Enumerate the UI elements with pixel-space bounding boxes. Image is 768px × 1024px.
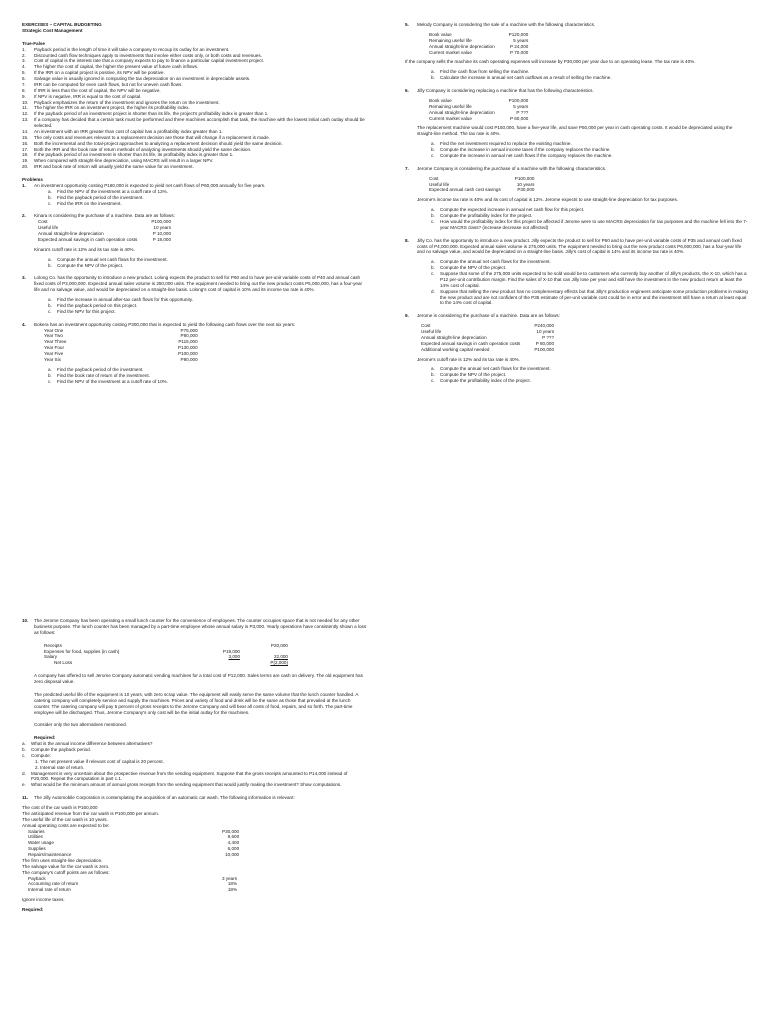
sub-text: What is the annual income difference between alternatives? — [31, 741, 153, 747]
sub-text: What would be the minimum amount of annual gross receipts from the vending equipment that would justify making the investment? Show computations. — [31, 782, 342, 788]
tf-number: 20. — [22, 164, 29, 170]
row-label: Expected annual cash cost savings — [429, 187, 501, 193]
row-label: Additional working capital needed — [421, 346, 490, 352]
tf-statement: If the IRR on a capital project is positive, its NPV will be positive. — [34, 70, 165, 76]
sub-text: Compute the profitability index for the project. — [440, 213, 533, 218]
problems-heading: Problems — [22, 177, 43, 182]
sub-text: 2. Internal rate of return. — [35, 764, 85, 770]
sub-text: Compute the payback period. — [31, 747, 92, 752]
row-label: Repairs/maintenance — [28, 852, 72, 857]
tf-statement: Cost of capital is the interest rate that a company expects to pay to finance a particular capital investment project. — [34, 58, 265, 64]
sub-text: Management is very uncertain about the prospective revenue from the vending equipment. Suppose that the gross receipts amounted to P14,000 instead of P20,000. Repeat the computation in part c.1. — [31, 770, 348, 782]
tf-list — [22, 47, 367, 170]
tf-statement: If IRR is less than the cost of capital, the NPV will be negative. — [34, 87, 161, 93]
sub-text: Find the book rate of return of the investment. — [57, 372, 150, 378]
tf-heading: True-False — [22, 40, 45, 46]
sub-text: Compute the expected increase in annual net cash flow for this project. — [440, 207, 585, 213]
sub-letter: a. — [22, 741, 26, 747]
sub-text: Compute the NPV of the project. — [440, 372, 507, 378]
row-value: P ??? — [516, 109, 529, 115]
problem-1 — [22, 183, 367, 207]
problem-6 — [405, 88, 750, 159]
row-value: 9,600 — [227, 834, 240, 840]
tf-statement: If the payback period of an investment project is shorter than its life, the project's profitability index is greater than 1. — [34, 111, 269, 117]
row-value: P 60,000 — [510, 115, 529, 121]
row-label: Year Two — [44, 333, 63, 339]
row-value: 5 years — [513, 37, 529, 43]
data-table — [429, 176, 534, 194]
paragraph: Consider only the two alternatives mentioned. — [34, 722, 127, 728]
row-value: P 10,000 — [152, 231, 172, 236]
sub-text: Suppose that selling the new product has no complementary effects but that Jilly's production engineers anticipate some production problems in making the new product and are not confident of the P35 estimate of per-unit variable cost could be in error and the investment still have a return at least equal to the 14% cost of capital. — [440, 288, 748, 306]
row-value: P240,000 — [534, 323, 555, 329]
tf-statement: Both the incremental and the total-project approaches to analyzing a replacement decision should yield the same decision. — [34, 140, 283, 146]
row-value: P 70,000 — [510, 49, 529, 55]
row-value: P120,000 — [508, 31, 529, 37]
tf-number: 9. — [22, 93, 26, 99]
sub-letter: c. — [48, 308, 52, 314]
info-line: Annual operating costs are expected to be: — [22, 822, 110, 828]
tf-number: 19. — [22, 158, 29, 164]
row-label: Year Three — [44, 339, 67, 345]
problem-text: Jilly Company is considering replacing a machine that has the following characteristics. — [417, 88, 594, 93]
sub-letter: b. — [431, 265, 435, 271]
tf-number: 12. — [22, 111, 29, 117]
tf-statement: Payback emphasizes the return of the investment and ignores the return on the investment. — [34, 99, 220, 105]
sub-text: Find the increase in annual after-tax cash flows for this opportunity. — [57, 297, 194, 302]
tf-number: 7. — [22, 81, 26, 87]
tf-number: 10. — [22, 99, 29, 105]
row-value: 5 years — [513, 103, 529, 109]
salary-total: 22,000 — [273, 654, 288, 660]
sub-text: Suppose that some of the 275,000 units expected to be sold would be to customers who currently buy another of Jilly's products, the X-10, which has a P12 per-unit contribution margin. Find the sales of X-10 that can Jilly lose per year and still have the investment in the new product return at least the 14% cost of capital. — [440, 271, 747, 288]
tf-statement: The higher the IRR on an investment project, the higher its profitability index. — [34, 105, 190, 111]
info-line: The salvage value for the car wash is zero. — [22, 863, 110, 869]
row-label: Useful life — [421, 329, 442, 334]
problem-number: 8. — [405, 237, 409, 243]
cash-flow-table — [44, 328, 198, 363]
sub-letter: b. — [431, 372, 435, 378]
row-value: P100,000 — [508, 97, 529, 103]
info-line: The company's cutoff points are as follows: — [22, 869, 110, 875]
sub-letter: a. — [431, 69, 435, 75]
problem-text: Jerome Company is considering the purchase of a machine with the following characteristics. — [417, 165, 607, 171]
problem-number: 10. — [22, 618, 29, 623]
required-heading: Required: — [22, 907, 44, 912]
row-label: Payback — [28, 875, 46, 881]
problem-5 — [405, 22, 750, 81]
sub-letter: d. — [22, 770, 26, 776]
row-label: Supplies — [28, 846, 46, 852]
sub-letter: a. — [48, 366, 52, 372]
sub-text: Find the payback period on this project. — [57, 302, 138, 308]
sub-text: Compute: — [31, 752, 51, 758]
info-line: The anticipated revenue from the car wash is P100,000 per annum. — [22, 810, 160, 816]
expenses-label: Expenses for food, supplies (in cash) — [44, 648, 120, 654]
sub-letter: b. — [431, 213, 435, 218]
row-value: P130,000 — [178, 345, 198, 351]
sub-letter: b. — [431, 147, 435, 152]
row-value: 6,000 — [227, 846, 240, 852]
row-value: 18% — [227, 887, 238, 893]
paragraph: The predicted useful life of the equipment is 10 years, with zero scrap value. The equipment will easily serve the same volume that the lunch counter handled. A catering company will completely service and supply the machines. Prices and variety of food and drink will be the same as those that prevailed at the lunch counter. The catering company will pay 5 percent of gross receipts to the Jerome Company and will bear all costs of food, repairs, and so forth. The part-time employee will be discharged. Thus, Jerome Company's only cost will be the initial outlay for the machines. — [34, 691, 359, 715]
row-value: P 18,000 — [152, 236, 172, 242]
receipts-value: P20,000 — [270, 642, 288, 648]
salary-label: Salary — [44, 654, 58, 660]
row-label: Salaries — [28, 828, 45, 834]
problem-text: The Jilly Automobile Corporation is contemplating the acquisition of an automatic car wash. The following information is relevant: — [34, 795, 295, 801]
row-value: P100,000 — [178, 351, 198, 356]
sub-text: Find the NPV for this project. — [57, 308, 116, 314]
tf-number: 8. — [22, 87, 26, 93]
row-label: Current market value — [429, 115, 472, 121]
sub-text: Find the cash flow from selling the machine. — [440, 69, 530, 75]
row-label: Year Five — [44, 351, 64, 356]
problem-note: The replacement machine would cost P150,000, have a five-year life, and save P50,000 per year in cash operating costs. It would be depreciated using the straight-line method. The tax rate is 40%. — [417, 125, 733, 137]
sub-text: Compute the profitability index of the project. — [440, 378, 531, 384]
row-label: Annual straight-line depreciation — [38, 231, 104, 236]
sub-letter: c. — [431, 271, 435, 276]
tf-number: 6. — [22, 76, 26, 81]
expenses-value: P19,000 — [222, 648, 240, 654]
doc-subtitle: Strategic Cost Management — [22, 27, 83, 33]
row-value: P75,000 — [180, 327, 198, 333]
problem-text: Jilly Co. has the opportunity to introduce a new product. Jilly expects the product to sell for P60 and to have per-unit variable costs of P35 and annual cash fixed costs of P4,000,000. Expected annual sales volume is 275,000 units. The equipment needed to bring out the new product costs P6,000,000, has a four-year life and no salvage value, and would be depreciated on a straight-line basis. Jilly's cost of capital is 14% and its income tax rate is 40%. — [417, 237, 742, 255]
sub-text: How would the profitability index for this project be affected if Jerome were to use MACRS depreciation for tax purposes and the machine fell into the 7-year MACRS class? (increase decrease not affected) — [440, 218, 748, 230]
problem-note: Kinara's cutoff rate is 12% and its tax rate is 40%. — [34, 246, 135, 252]
problem-text: Lolong Co. has the opportunity to introduce a new product. Lolong expects the product to sell for P60 and to have per-unit variable costs of P40 and annual cash fixed costs of P3,000,000. Expected annual sales volume is 250,000 units. The equipment needed to bring out the new product costs P5,000,000, has a four-year life and no salvage value, and would be depreciated on a straight-line basis. Lolong's cost of capital is 10% and its income tax rate is 40%. — [34, 275, 363, 293]
problem-text: An investment opportunity costing P180,000 is expected to yield net cash flows of P60,000 annually for five years. — [34, 182, 266, 188]
receipts-label: Receipts — [44, 642, 62, 648]
sub-text: Find the payback period of the investment. — [57, 194, 144, 200]
tf-item — [22, 164, 367, 170]
sub-letter: a. — [431, 141, 435, 147]
row-label: Utilities — [28, 834, 43, 840]
tf-item — [22, 117, 367, 129]
sub-letter: b. — [48, 262, 52, 268]
tf-statement: An investment with an IRR greater than cost of capital has a profitability index greater than 1. — [34, 128, 223, 134]
problem-text: The Jerome Company has been operating a small lunch counter for the convenience of employees. The counter occupies space that is not needed for any other business purpose. The lunch counter has been managed by a part-time employee whose annual salary is P3,000. Yearly operations have consistently shown a loss as follows: — [34, 618, 367, 635]
row-value: 10 years — [536, 329, 555, 334]
row-value: 3 years — [222, 875, 238, 881]
row-label: Book value — [429, 31, 452, 37]
data-table — [429, 32, 528, 56]
row-value: P90,000 — [180, 333, 198, 339]
tf-number: 1. — [22, 46, 26, 52]
sub-text: Find the NPV of the investment at a cutoff rate of 12%. — [57, 188, 168, 194]
tf-number: 14. — [22, 128, 29, 134]
row-value: 18% — [227, 881, 238, 887]
tf-statement: IRR and book rate of return will usually yield the same value for an investment. — [34, 164, 194, 170]
row-label: Expected annual savings in cash operation costs — [421, 340, 521, 346]
sub-letter: b. — [48, 302, 52, 308]
sub-text: Compute the annual net cash flows for the investment. — [440, 259, 551, 265]
sub-text: Compute the annual net cash flows for the investment. — [57, 256, 168, 262]
sub-letter: c. — [48, 378, 52, 384]
sub-text: Find the NPV of the investment at a cutoff rate of 10%. — [57, 378, 168, 384]
info-line: The firm uses straight-line depreciation. — [22, 857, 103, 863]
problem-9 — [405, 313, 750, 384]
row-label: Annual straight-line depreciation — [429, 43, 495, 49]
row-value: P ??? — [542, 334, 555, 340]
row-label: Remaining useful life — [429, 37, 472, 43]
problem-text: Melody Company is considering the sale of a machine with the following characteristics. — [417, 22, 596, 27]
row-label: Year Four — [44, 345, 65, 351]
row-value: P100,000 — [534, 346, 555, 352]
sub-letter: c. — [431, 218, 435, 224]
sub-letter: a. — [431, 366, 435, 372]
row-value: P 80,000 — [535, 340, 555, 346]
row-label: Book value — [429, 97, 452, 103]
row-label: Cost — [429, 175, 439, 181]
problem-8 — [405, 238, 750, 307]
info-line: The useful life of the car wash is 10 years. — [22, 816, 108, 822]
sub-letter: c. — [22, 752, 26, 758]
right-column — [405, 22, 750, 384]
problem-number: 9. — [405, 313, 409, 319]
tf-statement: If a company has decided that a certain task must be performed and three machines accomplish that task, the machine with the lowest initial cash outlay should be selected. — [34, 117, 365, 128]
row-value: 4,400 — [227, 840, 240, 846]
cutoff-table — [28, 876, 237, 894]
sub-text: Find the net investment required to replace the existing machine. — [440, 141, 572, 147]
sub-letter: b. — [48, 372, 52, 378]
ignore-taxes-note: Ignore income taxes. — [22, 897, 65, 903]
tf-number: 17. — [22, 146, 29, 152]
problem-4 — [22, 322, 367, 385]
sub-letter: a. — [431, 259, 435, 265]
row-label: Cost — [421, 323, 431, 329]
row-label: Cost — [38, 219, 48, 225]
problem-number: 5. — [405, 22, 409, 27]
tf-statement: When compared with straight-line depreciation, using MACRS will result in a larger NPV. — [34, 158, 214, 164]
left-column — [22, 22, 367, 384]
row-label: Year Six — [44, 356, 61, 362]
problem-note: Jerome's income tax rate is 40% and its cost of capital is 12%. Jerome expects to use straight-line depreciation for tax purposes. — [417, 197, 679, 203]
problem-10 — [22, 618, 367, 788]
row-value: 10 years — [153, 225, 172, 231]
sub-letter: e. — [22, 782, 26, 788]
problem-note: Jerome's cutoff rate is 12% and its tax rate is 40%. — [417, 356, 520, 362]
sub-letter: c. — [48, 200, 52, 206]
sub-letter: c. — [431, 152, 435, 158]
tf-number: 2. — [22, 52, 26, 58]
problem-number: 1. — [22, 182, 26, 188]
row-label: Annual straight-line depreciation — [421, 334, 487, 340]
problem-text: Bokera has an investment opportunity costing P300,000 that is expected to yield the following cash flows over the next six years: — [34, 321, 296, 327]
tf-statement: The higher the cost of capital, the higher the present value of future cash inflows. — [34, 64, 199, 70]
problem-11 — [22, 795, 367, 913]
tf-statement: If the payback period of an investment is shorter than its life, its profitability index is greater than 1. — [34, 152, 234, 158]
tf-statement: IRR can be computed for even cash flows, but not for uneven cash flows. — [34, 81, 183, 87]
row-value: 10,000 — [225, 852, 240, 857]
problem-note: If the company sells the machine its cash operating expenses will increase by P30,000 per year due to an operating lease. The tax rate is 40%. — [405, 59, 696, 65]
sub-text: Compute the increase in annual income taxes if the company replaces the machine. — [440, 147, 611, 152]
problem-number: 7. — [405, 165, 409, 171]
data-table — [421, 323, 554, 352]
salary-value: 3,000 — [228, 654, 240, 660]
info-line: The cost of the car wash is P160,000 — [22, 805, 98, 810]
problem-number: 6. — [405, 88, 409, 93]
row-label: Year One — [44, 327, 64, 333]
sub-letter: a. — [431, 207, 435, 213]
row-label: Current market value — [429, 49, 472, 55]
sub-letter: a. — [48, 188, 52, 194]
paragraph: A company has offered to sell Jerome Company automatic vending machines for a total cost of P12,000. Sales terms are cash on delivery. The old equipment has zero disposal value. — [34, 673, 363, 684]
sub-letter: c. — [431, 378, 435, 384]
row-label: Annual straight-line depreciation — [429, 109, 495, 115]
data-table — [429, 98, 528, 122]
required-heading: Required: — [34, 735, 56, 741]
tf-number: 5. — [22, 70, 26, 76]
tf-number: 3. — [22, 58, 26, 64]
sub-text: Compute the NPV of the project. — [57, 262, 124, 268]
sub-letter: d. — [431, 288, 435, 294]
row-value: P30,000 — [517, 187, 535, 193]
problem-3 — [22, 275, 367, 314]
row-value: 10 years — [516, 181, 535, 187]
sub-text: Compute the annual net cash flows for the investment. — [440, 366, 551, 372]
row-value: P115,000 — [178, 339, 198, 345]
problem-number: 2. — [22, 213, 26, 219]
row-value: P30,000 — [222, 828, 240, 834]
tf-statement: If NPV is negative, IRR is equal to the cost of capital. — [34, 93, 142, 99]
net-loss-value: P(2,000) — [270, 660, 288, 666]
tf-number: 15. — [22, 134, 29, 140]
tf-statement: Both the IRR and the book rate of return methods of analyzing investments should yield the same decision. — [34, 146, 252, 152]
bottom-section — [22, 618, 367, 913]
sub-letter: a. — [48, 297, 52, 302]
problem-number: 4. — [22, 321, 26, 327]
problem-number: 3. — [22, 275, 26, 281]
problem-text: Jerome is considering the purchase of a machine. Data are as follows: — [417, 313, 560, 319]
row-label: Accounting rate of return — [28, 881, 79, 887]
problem-text: Kinara is considering the purchase of a machine. Data are as follows: — [34, 213, 175, 219]
tf-number: 4. — [22, 64, 26, 70]
row-label: Remaining useful life — [429, 103, 472, 109]
row-value: P100,000 — [514, 175, 535, 181]
sub-text: Find the IRR on the investment. — [57, 200, 122, 206]
sub-text: Find the payback period of the investment. — [57, 366, 144, 372]
sub-text: Compute the NPV of the project. — [440, 265, 507, 271]
net-loss-label: Net Loss — [54, 660, 73, 666]
tf-statement: The only costs and revenues relevant to a replacement decision are those that will change if a replacement is made. — [34, 134, 270, 140]
operating-costs-table — [28, 829, 239, 858]
row-value: P90,000 — [180, 356, 198, 362]
row-label: Useful life — [429, 181, 450, 187]
row-value: P100,000 — [151, 219, 172, 225]
sub-letter: b. — [431, 75, 435, 81]
tf-statement: Discounted cash flow techniques apply to investments that involve either costs only, or both costs and revenues. — [34, 52, 262, 58]
row-label: Useful life — [38, 225, 59, 231]
problem-7 — [405, 166, 750, 231]
tf-number: 18. — [22, 152, 29, 158]
loss-table — [44, 643, 288, 667]
sub-text: 1. The net present value if relevant cost of capital is 20 percent. — [35, 758, 164, 764]
tf-statement: Payback period is the length of time it will take a company to recoup its outlay for an investment. — [34, 46, 230, 52]
row-label: Water usage — [28, 840, 54, 846]
sub-letter: b. — [22, 747, 26, 752]
tf-number: 11. — [22, 105, 29, 111]
tf-number: 13. — [22, 117, 29, 123]
sub-text: Calculate the increase in annual net cash outflows as a result of selling the machine. — [440, 75, 612, 81]
row-label: Expected annual savings in cash operation costs — [38, 236, 138, 242]
tf-statement: Salvage value is usually ignored in computing the tax depreciation on an investment in depreciable assets. — [34, 76, 251, 81]
row-value: P 24,000 — [510, 43, 529, 49]
tf-number: 16. — [22, 140, 29, 146]
doc-title: EXERCISES – CAPITAL BUDGETING — [22, 22, 102, 27]
sub-text: Compute the increase in annual net cash flows if the company replaces the machine. — [440, 152, 613, 158]
sub-letter: a. — [48, 256, 52, 262]
sub-letter: b. — [48, 194, 52, 200]
data-table — [38, 219, 171, 243]
problem-2 — [22, 213, 367, 268]
row-label: Internal rate of return — [28, 887, 71, 893]
problem-number: 11. — [22, 795, 29, 801]
